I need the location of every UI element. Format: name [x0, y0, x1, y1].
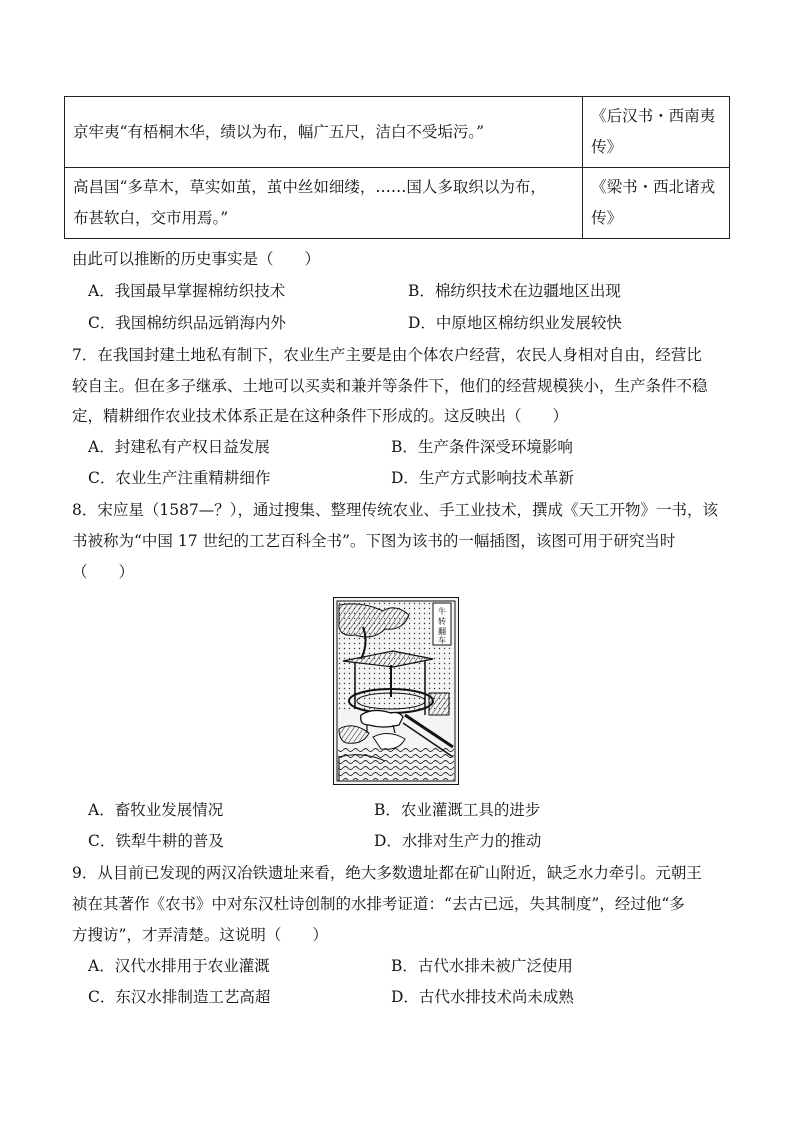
table-cell-source [583, 168, 730, 239]
figure-caption-char: 牛 [438, 607, 446, 616]
woodcut-illustration [333, 597, 459, 785]
q6-option-d[interactable]: D．中原地区棉纺织业发展较快 [408, 314, 622, 332]
source-line: 传》 [591, 209, 623, 227]
q8-stem-line: 8．宋应星（1587—？），通过搜集、整理传统农业、手工业技术，撰成《天工开物》一书，该 [72, 501, 719, 519]
table-cell-quote [65, 97, 583, 168]
q8-option-d[interactable]: D．水排对生产力的推动 [374, 832, 542, 850]
q9-stem-line: 祯在其著作《农书》中对东汉杜诗创制的水排考证道：“去古已远，失其制度”，经过他“多 [72, 895, 685, 913]
table-row [65, 97, 730, 168]
q8-option-b[interactable]: B．农业灌溉工具的进步 [374, 801, 541, 819]
q9-option-a[interactable]: A．汉代水排用于农业灌溉 [88, 957, 270, 975]
q7-option-b[interactable]: B．生产条件深受环境影响 [391, 438, 573, 456]
quote-text: 高昌国“多草木，草实如茧，茧中丝如细缕，……国人多取织以为布， [73, 178, 546, 196]
q6-option-c[interactable]: C．我国棉纺织品远销海内外 [88, 314, 286, 332]
q9-stem-line: 9．从目前已发现的两汉冶铁遗址来看，绝大多数遗址都在矿山附近，缺乏水力牵引。元朝王 [72, 864, 702, 882]
q7-stem-line: 7．在我国封建土地私有制下，农业生产主要是由个体农户经营，农民人身相对自由，经营比 [72, 346, 702, 364]
quote-text: 京牢夷“有梧桐木华，绩以为布，幅广五尺，洁白不受垢污。” [73, 122, 485, 141]
quote-text: 布甚软白，交市用焉。” [73, 209, 229, 227]
table-cell-quote [65, 168, 583, 239]
source-line: 传》 [591, 138, 623, 156]
q8-option-c[interactable]: C．铁犁牛耕的普及 [88, 832, 224, 850]
table-cell-source [583, 97, 730, 168]
figure-caption-char: 翻 [438, 627, 446, 636]
q9-option-d[interactable]: D．古代水排技术尚未成熟 [391, 988, 574, 1006]
q7-option-a[interactable]: A．封建私有产权日益发展 [88, 438, 270, 456]
q7-option-c[interactable]: C．农业生产注重精耕细作 [88, 469, 271, 487]
q7-stem-line: 较自主。但在多子继承、土地可以买卖和兼并等条件下，他们的经营规模狭小，生产条件不稳 [72, 377, 708, 395]
source-line: 《后汉书・西南夷 [591, 107, 716, 125]
q6-option-a[interactable]: A．我国最早掌握棉纺织技术 [88, 282, 286, 300]
figure-caption-char: 转 [438, 617, 446, 626]
q7-stem-line: 定，精耕细作农业技术体系正是在这种条件下形成的。这反映出（ ） [72, 407, 569, 425]
q8-stem-line: 书被称为“中国 17 世纪的工艺百科全书”。下图为该书的一幅插图，该图可用于研究当时 [72, 532, 676, 550]
source-line: 《梁书・西北诸戎 [591, 178, 716, 196]
q6-stem: 由此可以推断的历史事实是（ ） [72, 250, 321, 268]
q9-option-b[interactable]: B．古代水排未被广泛使用 [391, 957, 573, 975]
q7-option-d[interactable]: D．生产方式影响技术革新 [391, 469, 574, 487]
q6-option-b[interactable]: B．棉纺织技术在边疆地区出现 [408, 282, 621, 300]
q8-option-a[interactable]: A．畜牧业发展情况 [88, 801, 224, 819]
q8-stem-line: （ ） [72, 563, 135, 581]
table-row [65, 168, 730, 239]
q9-stem-line: 方搜访”，才弄清楚。这说明（ ） [72, 926, 328, 944]
q9-option-c[interactable]: C．东汉水排制造工艺高超 [88, 988, 271, 1006]
figure-caption-char: 车 [438, 636, 446, 645]
source-table [64, 96, 730, 239]
